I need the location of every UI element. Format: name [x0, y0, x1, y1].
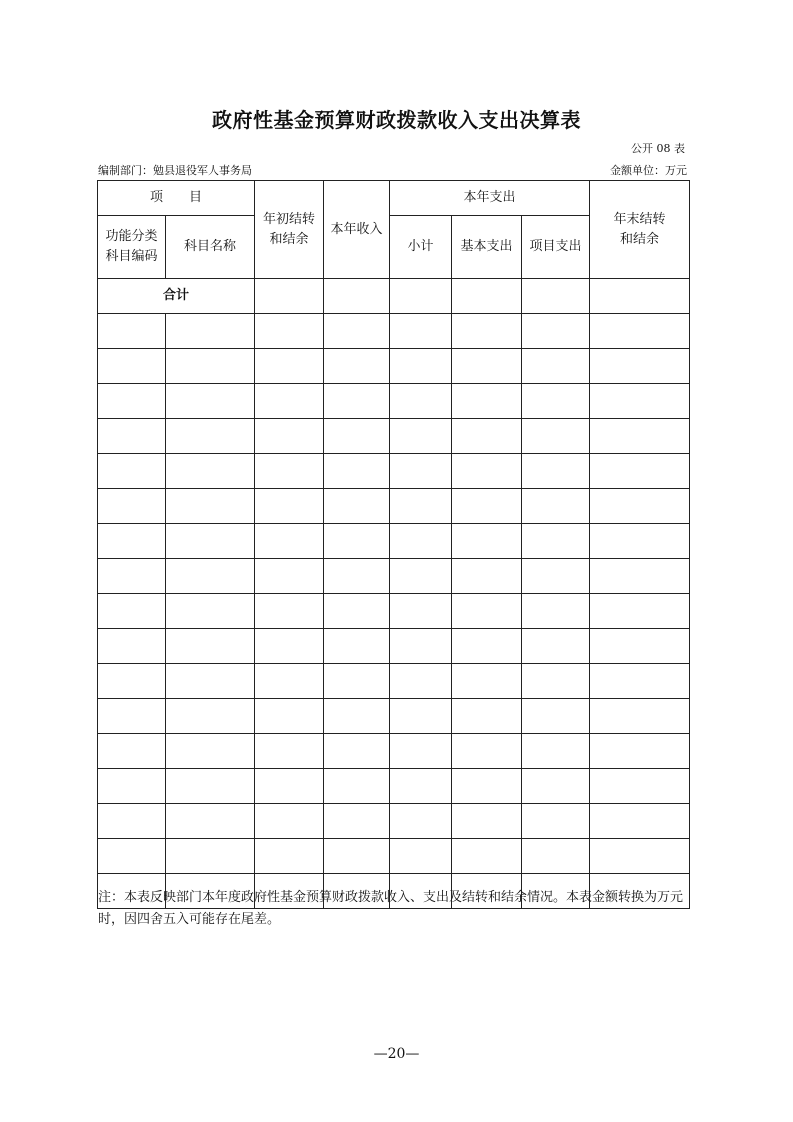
table-cell	[324, 419, 390, 454]
table-cell	[452, 559, 522, 594]
table-cell	[390, 839, 452, 874]
table-cell	[324, 804, 390, 839]
end-balance-header	[590, 181, 690, 279]
total-cell	[452, 279, 522, 314]
table-cell	[452, 594, 522, 629]
final-accounts-table	[97, 180, 690, 909]
table-cell	[390, 349, 452, 384]
table-cell	[166, 349, 255, 384]
table-cell	[390, 769, 452, 804]
table-cell	[324, 734, 390, 769]
table-cell	[98, 384, 166, 419]
table-cell	[522, 349, 590, 384]
begin-balance-header-line1: 年初结转	[263, 211, 316, 227]
table-cell	[590, 804, 690, 839]
table-cell	[255, 489, 324, 524]
function-code-header	[98, 216, 166, 279]
table-cell	[255, 419, 324, 454]
item-header: 项 目	[98, 181, 255, 216]
table-row	[98, 559, 690, 594]
table-row	[98, 769, 690, 804]
table-cell	[166, 594, 255, 629]
table-cell	[324, 629, 390, 664]
table-cell	[324, 664, 390, 699]
table-cell	[522, 629, 590, 664]
table-cell	[255, 769, 324, 804]
table-cell	[452, 489, 522, 524]
table-cell	[166, 384, 255, 419]
table-cell	[522, 559, 590, 594]
table-cell	[390, 664, 452, 699]
table-cell	[324, 384, 390, 419]
table-cell	[98, 839, 166, 874]
table-cell	[452, 839, 522, 874]
table-cell	[452, 524, 522, 559]
table-cell	[390, 419, 452, 454]
total-cell	[590, 279, 690, 314]
table-row	[98, 629, 690, 664]
table-cell	[522, 314, 590, 349]
table-cell	[522, 664, 590, 699]
table-row	[98, 699, 690, 734]
total-label: 合计	[98, 279, 255, 314]
table-cell	[255, 349, 324, 384]
table-cell	[590, 734, 690, 769]
table-cell	[522, 699, 590, 734]
table-cell	[166, 769, 255, 804]
table-number: 公开 08 表	[631, 142, 685, 155]
table-cell	[390, 804, 452, 839]
table-row	[98, 489, 690, 524]
table-cell	[590, 384, 690, 419]
amount-unit: 金额单位：万元	[610, 164, 687, 177]
begin-balance-header-line2: 和结余	[269, 231, 309, 247]
table-cell	[452, 419, 522, 454]
table-cell	[166, 489, 255, 524]
total-cell	[324, 279, 390, 314]
table-cell	[590, 559, 690, 594]
project-expense-header: 项目支出	[522, 216, 590, 279]
table-cell	[255, 454, 324, 489]
table-cell	[390, 594, 452, 629]
table-row	[98, 664, 690, 699]
table-cell	[522, 804, 590, 839]
table-cell	[452, 349, 522, 384]
table-cell	[590, 699, 690, 734]
table-cell	[166, 664, 255, 699]
table-cell	[324, 839, 390, 874]
table-cell	[590, 629, 690, 664]
table-row	[98, 314, 690, 349]
table-cell	[452, 699, 522, 734]
preparing-department: 编制部门：勉县退役军人事务局	[98, 164, 252, 177]
table-cell	[166, 559, 255, 594]
table-cell	[390, 489, 452, 524]
subtotal-header: 小计	[390, 216, 452, 279]
table-cell	[98, 769, 166, 804]
annual-income-header: 本年收入	[324, 181, 390, 279]
table-cell	[390, 454, 452, 489]
table-cell	[166, 629, 255, 664]
table-cell	[255, 594, 324, 629]
table-cell	[98, 804, 166, 839]
table-cell	[166, 839, 255, 874]
table-cell	[324, 524, 390, 559]
table-cell	[166, 734, 255, 769]
table-cell	[452, 454, 522, 489]
table-cell	[522, 489, 590, 524]
table-cell	[255, 559, 324, 594]
table-cell	[324, 454, 390, 489]
table-cell	[98, 314, 166, 349]
total-row	[98, 279, 690, 314]
table-row	[98, 419, 690, 454]
table-cell	[98, 594, 166, 629]
table-cell	[522, 384, 590, 419]
table-cell	[390, 629, 452, 664]
table-cell	[522, 419, 590, 454]
table-cell	[522, 734, 590, 769]
table-cell	[255, 839, 324, 874]
table-cell	[390, 559, 452, 594]
table-cell	[98, 559, 166, 594]
table-cell	[324, 699, 390, 734]
table-cell	[255, 734, 324, 769]
table-cell	[324, 349, 390, 384]
table-cell	[452, 629, 522, 664]
table-row	[98, 734, 690, 769]
table-note: 注：本表反映部门本年度政府性基金预算财政拨款收入、支出及结转和结余情况。本表金额转换为万元时，因四舍五入可能存在尾差。	[98, 890, 684, 927]
function-code-header-line2: 科目编码	[105, 249, 158, 264]
table-cell	[255, 314, 324, 349]
table-cell	[98, 419, 166, 454]
table-row	[98, 594, 690, 629]
table-cell	[590, 419, 690, 454]
page-number: —20—	[373, 1046, 420, 1062]
total-cell	[390, 279, 452, 314]
table-cell	[255, 629, 324, 664]
end-balance-header-line1: 年末结转	[613, 211, 666, 227]
table-cell	[390, 734, 452, 769]
table-cell	[590, 314, 690, 349]
table-cell	[590, 594, 690, 629]
table-cell	[324, 489, 390, 524]
begin-balance-header	[255, 181, 324, 279]
table-row	[98, 454, 690, 489]
table-cell	[452, 804, 522, 839]
total-cell	[255, 279, 324, 314]
table-cell	[590, 454, 690, 489]
table-cell	[98, 489, 166, 524]
table-cell	[98, 699, 166, 734]
table-cell	[324, 594, 390, 629]
table-cell	[590, 489, 690, 524]
table-row	[98, 804, 690, 839]
table-cell	[452, 734, 522, 769]
table-cell	[522, 769, 590, 804]
table-row	[98, 524, 690, 559]
header-row	[98, 181, 690, 216]
table-cell	[166, 314, 255, 349]
table-cell	[390, 699, 452, 734]
table-cell	[98, 629, 166, 664]
table-cell	[590, 349, 690, 384]
end-balance-header-line2: 和结余	[620, 231, 660, 247]
table-cell	[98, 734, 166, 769]
document-title: 政府性基金预算财政拨款收入支出决算表	[212, 108, 581, 132]
table-cell	[452, 769, 522, 804]
table-cell	[98, 664, 166, 699]
table-cell	[324, 769, 390, 804]
table-cell	[255, 384, 324, 419]
table-cell	[166, 419, 255, 454]
table-cell	[390, 524, 452, 559]
table-cell	[590, 839, 690, 874]
table-cell	[98, 524, 166, 559]
table-cell	[255, 664, 324, 699]
table-cell	[98, 454, 166, 489]
table-cell	[452, 664, 522, 699]
table-cell	[590, 769, 690, 804]
table-cell	[255, 699, 324, 734]
table-cell	[452, 384, 522, 419]
table-cell	[166, 454, 255, 489]
table-cell	[522, 839, 590, 874]
table-cell	[324, 314, 390, 349]
table-cell	[390, 314, 452, 349]
table-cell	[324, 559, 390, 594]
table-cell	[166, 699, 255, 734]
total-cell	[522, 279, 590, 314]
table-cell	[166, 524, 255, 559]
table-cell	[255, 524, 324, 559]
table-cell	[522, 454, 590, 489]
table-cell	[590, 664, 690, 699]
table-cell	[255, 804, 324, 839]
table-row	[98, 839, 690, 874]
annual-expense-header: 本年支出	[390, 181, 590, 216]
function-code-header-line1: 功能分类	[105, 229, 158, 244]
table-cell	[590, 524, 690, 559]
table-cell	[98, 349, 166, 384]
table-cell	[452, 314, 522, 349]
subject-name-header: 科目名称	[166, 216, 255, 279]
table-cell	[166, 804, 255, 839]
table-cell	[390, 384, 452, 419]
table-row	[98, 349, 690, 384]
table-cell	[522, 594, 590, 629]
table-row	[98, 384, 690, 419]
table-cell	[522, 524, 590, 559]
basic-expense-header: 基本支出	[452, 216, 522, 279]
